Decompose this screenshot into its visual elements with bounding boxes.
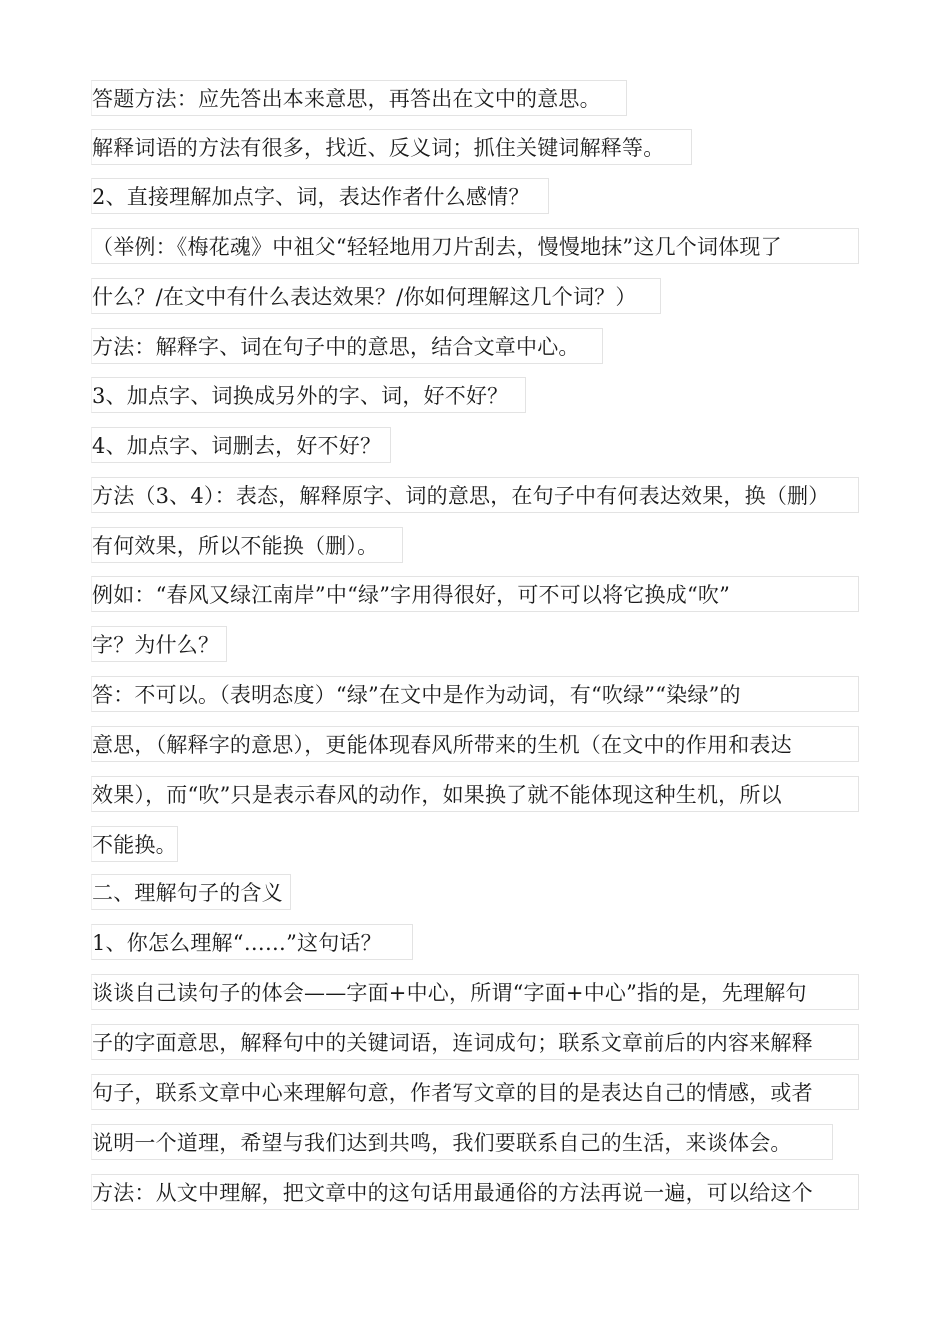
text-line-answer-1: 答：不可以。（表明态度）“绿”在文中是作为动词，有“吹绿”“染绿”的	[91, 676, 859, 712]
text-line-answer-4: 不能换。	[91, 826, 178, 862]
text-line-sentence-3: 句子，联系文章中心来理解句意，作者写文章的目的是表达自己的情感，或者	[91, 1074, 859, 1110]
text-line-example-spring-cont: 字？为什么？	[91, 626, 227, 662]
text-line-example-spring: 例如：“春风又绿江南岸”中“绿”字用得很好，可不可以将它换成“吹”	[91, 576, 859, 612]
text-line-answer-method: 答题方法：应先答出本来意思，再答出在文中的意思。	[91, 80, 627, 116]
text-line-method-3-4-cont: 有何效果，所以不能换（删）。	[91, 527, 403, 563]
text-line-answer-3: 效果），而“吹”只是表示春风的动作，如果换了就不能体现这种生机，所以	[91, 776, 859, 812]
text-line-sentence-4: 说明一个道理，希望与我们达到共鸣，我们要联系自己的生活，来谈体会。	[91, 1124, 833, 1160]
text-line-method-3-4: 方法（3、4）：表态，解释原字、词的意思，在句子中有何表达效果，换（删）	[91, 477, 859, 513]
text-line-item-3: 3、加点字、词换成另外的字、词，好不好？	[91, 377, 526, 413]
text-line-answer-2: 意思，（解释字的意思），更能体现春风所带来的生机（在文中的作用和表达	[91, 726, 859, 762]
text-line-example-2: 什么？/在文中有什么表达效果？/你如何理解这几个词？）	[91, 278, 661, 314]
section-heading-sentence-meaning: 二、理解句子的含义	[91, 874, 291, 910]
text-line-explain-words: 解释词语的方法有很多，找近、反义词；抓住关键词解释等。	[91, 129, 692, 165]
text-line-sentence-2: 子的字面意思，解释句中的关键词语，连词成句；联系文章前后的内容来解释	[91, 1024, 859, 1060]
text-line-example-1: （举例：《梅花魂》中祖父“轻轻地用刀片刮去，慢慢地抹”这几个词体现了	[91, 228, 859, 264]
text-line-sentence-1: 谈谈自己读句子的体会——字面+中心，所谓“字面+中心”指的是，先理解句	[91, 974, 859, 1010]
text-line-item-4: 4、加点字、词删去，好不好？	[91, 427, 391, 463]
text-line-sentence-item-1: 1、你怎么理解“……”这句话？	[91, 924, 413, 960]
text-line-method-sentence: 方法：从文中理解，把文章中的这句话用最通俗的方法再说一遍，可以给这个	[91, 1174, 859, 1210]
text-line-item-2: 2、直接理解加点字、词，表达作者什么感情？	[91, 178, 549, 214]
text-line-method-explain: 方法：解释字、词在句子中的意思，结合文章中心。	[91, 328, 603, 364]
